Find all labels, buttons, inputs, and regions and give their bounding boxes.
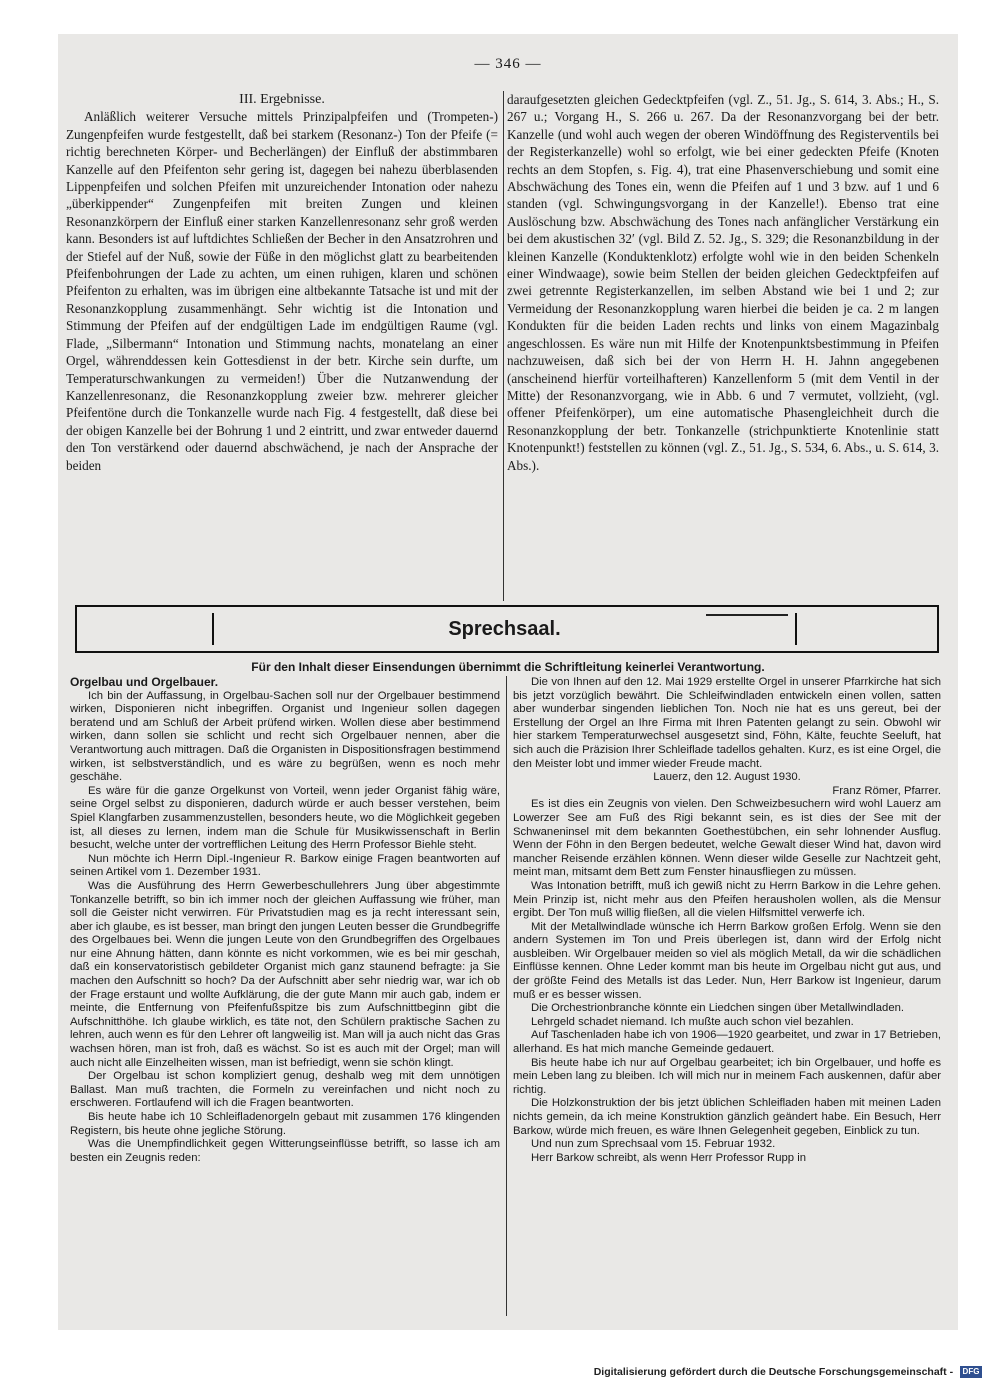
- disclaimer: Für den Inhalt dieser Einsendungen übernimmt die Schriftleitung keinerlei Verantwortung.: [251, 660, 765, 674]
- place-date: Lauerz, den 12. August 1930.: [653, 771, 801, 784]
- top-right-column: [507, 91, 939, 474]
- paragraph: Lehrgeld schadet niemand. Ich mußte auch schon viel bezahlen.: [531, 1015, 854, 1028]
- column-divider: [506, 676, 507, 1316]
- paragraph: Nun möchte ich Herrn Dipl.-Ingenieur R. Barkow einige Fragen beantworten auf seinen Artikel vom 1. Dezember 1931.: [70, 852, 500, 879]
- paragraph: Was die Ausführung des Herrn Gewerbeschullehrers Jung über abgestimmte Tonkanzelle betrifft, so bin ich immer noch der gleichen Auffassung wie früher, man soll die Geister nicht verwirren. Für Privatstudien mag es ja recht interessant sein, aber ich glaube, es ist besser, man bringt den jungen Leuten besser die Grundbegriffe des Orgelbaues bei. Wenn die jungen Leute von den Grundbegriffen des Orgelbaues nur eine Ahnung hätten, dann könnte es nicht vorkommen, wie es bei mir geschah, daß ein konservatoristisch gebildeter Organist mich ganz staunend befragte: ja Sie machen den Aufschnitt so hoch? Da der Aufschnitt aber sehr niedrig war, war ich ob der Frage erstaunt und wollte Aufklärung, die der gute Mann mir auch gab, indem er meinte, die Entfernung von Pfeifenfußspitze bis zum Aufschnittbeginn gibt die Aufschnitthöhe. Ich glaube wirklich, es täte not, den Schülern praktische Sachen zu lehren, auch wenn es für den Lehrer oft langweilig ist. Man will ja auch nicht das Gras wachsen hören, man ist froh, daß es wächst. So ist es auch mit der Orgel; man will auch nicht alle Einzelheiten wissen, man ist befriedigt, wenn sie schön klingt.: [70, 879, 500, 1069]
- bottom-right-column: [513, 676, 941, 1165]
- bottom-left-column: [70, 676, 500, 1165]
- scanned-page: [58, 34, 958, 1330]
- article-title: Orgelbau und Orgelbauer.: [70, 675, 219, 689]
- paragraph: Es ist dies ein Zeugnis von vielen. Den Schweizbesuchern wird wohl Lauerz am Lowerzer See am Fuß des Rigi bekannt sein, es ist dies der See mit der Schwaneninsel mit dem bekannten Goethestübchen, ein sehr lohnender Ausflug. Wenn der Föhn in den Bergen bedeutet, welche Gewalt dieser Wind hat, davon wird mancher Reisende erzählen können. Wenn dieser wilde Geselle zur Nachtzeit geht, meint man, mitsamt dem Bett zum Fenster hinausfliegen zu müssen.: [513, 798, 941, 879]
- signature: Franz Römer, Pfarrer.: [832, 784, 941, 797]
- paragraph: Der Orgelbau ist schon kompliziert genug, deshalb weg mit dem unnötigen Ballast. Man muß trachten, die Formeln zu vereinfachen und nicht noch zu erschweren. Fortlaufend will ich die Fragen beantworten.: [70, 1070, 500, 1110]
- paragraph: Die Holzkonstruktion der bis jetzt üblichen Schleifladen haben mit meinen Laden nichts gemein, da ich meine Konstruktion gänzlich geändert habe. Ein Besuch, Herr Barkow, würde mich freuen, es wäre Ihnen Gelegenheit gegeben, Einblick zu tun.: [513, 1097, 941, 1137]
- top-left-column: [66, 91, 498, 474]
- paragraph: Die Orchestrionbranche könnte ein Liedchen singen über Metallwindladen.: [531, 1002, 905, 1015]
- paragraph: Was die Unempfindlichkeit gegen Witterungseinflüsse betrifft, so lasse ich am besten ein Zeugnis reden:: [70, 1138, 500, 1164]
- paragraph: daraufgesetzten gleichen Gedecktpfeifen (vgl. Z., 51. Jg., S. 614, 3. Abs.; H., S. 267 u.; Vorgang H., S. 266 u. 267. Da der Resonanzvorgang bei der betr. Kanzelle (und wohl auch wegen der oberen Windöffnung des Registerventils bei der Registerkanzelle) wohl so erfolgt, wie bei einer gedeckten Pfeife (Knoten rechts an dem Stopfen, s. Fig. 4), trat eine Phasenverschiebung und somit eine Abschwächung des Tones ein, wenn die Pfeifen auf 1 und 3 bzw. auf 1 und 6 standen (vgl. Schwingungsvorgang in der Kanzelle!). Ebenso trat eine Auslöschung bzw. Abschwächung des Tones nach anfänglicher Verstärkung ein bei dem akustischen 32′ (vgl. Bild Z. 52. Jg., S. 329; die Resonanzbildung in der kleinen Kanzelle (Konduktenklotz) erfolgte wohl wie in den beiden Schenkeln einer Windwaage), sowie beim Stellen der beiden gleichen Gedecktpfeifen auf zwei getrennte Registerkanzellen, im selben Abstand wie bei 1 und 2; zur Vermeidung der Resonanzkopplung waren hierbei die beiden je ca. 2 m langen Kondukten für die beiden Laden rechts und links von einem Magazinbalg angeschlossen. Es wäre nun mit Hilfe der Knotenpunktsbestimmung in Pfeifen nachzuweisen, daß sich bei der von Herrn H. H. Jahnn angegebenen (anscheinend hierfür vorteilhafteren) Kanzellenform 5 (mit dem Ventil in der Mitte) der Resonanzvorgang, wie in Abb. 6 und 7 vermutet, vollzieht, (vgl. offener Pfeifenkörper), um eine automatische Phasengleichheit durch die Resonanzkopplung der betr. Tonkanzelle (strichpunktierte Knotenlinie statt Knotenpunkt!) feststellen zu können (vgl. Z., 51. Jg., S. 534, 6. Abs., u. S. 614, 3. Abs.).: [507, 92, 939, 473]
- column-divider: [503, 91, 504, 601]
- paragraph: Auf Taschenladen habe ich von 1906—1920 gearbeitet, und zwar in 17 Betrieben, allerhand. Es hat mich manche Gemeinde gedauert.: [513, 1029, 941, 1056]
- paragraph: Bis heute habe ich 10 Schleifladenorgeln gebaut mit zusammen 176 klingenden Registern, bis heute ohne jegliche Störung.: [70, 1111, 500, 1137]
- paragraph: Es wäre für die ganze Orgelkunst von Vorteil, wenn jeder Organist fähig wäre, seine Orgel selbst zu disponieren, dadurch würde er auch besser verstehen, beim Spiel Klangfarben zusammenzustellen, besonders heute, wo die Möglichkeit gegeben ist, all dieses zu lernen, indem man die Schule für Musikwissenschaft in Berlin besucht, welche unter der vortrefflichen Leitung des Herrn Professor Biehle steht.: [70, 784, 500, 852]
- footer-credit: [0, 1366, 982, 1378]
- paragraph: Herr Barkow schreibt, als wenn Herr Professor Rupp in: [531, 1151, 806, 1164]
- paragraph: Und nun zum Sprechsaal vom 15. Februar 1932.: [531, 1138, 776, 1151]
- section-title: Sprechsaal.: [212, 613, 797, 645]
- paragraph: Mit der Metallwindlade wünsche ich Herrn Barkow großen Erfolg. Wenn sie den andern Systemen im Ton und Preis überlegen ist, dann wird der Erfolg nicht ausbleiben. Wir Orgelbauer meiden so viel als möglich Metall, da wir die schädlichen Einflüsse kennen. Ohne Leder kommt man bis heute im Orgelbau nicht gut aus, und der größte Feind des Metalls ist das Leder. Nun, Herr Barkow ist Ingenieur, darum muß er es besser wissen.: [513, 920, 941, 1001]
- footer-text: Digitalisierung gefördert durch die Deutsche Forschungsgemeinschaft -: [593, 1366, 954, 1378]
- section-banner: [75, 605, 939, 653]
- page-number: — 346 —: [474, 56, 542, 72]
- paragraph: Ich bin der Auffassung, in Orgelbau-Sachen soll nur der Orgelbauer bestimmend wirken, Disponieren nicht inbegriffen. Organist und Ingenieur sollen dagegen beratend und am Schluß der Arbeit prüfend wirken. Wollen diese aber bestimmend wirken, dann sollen sie schlicht und recht sich Orgelbauer nennen, aber die Verantwortung auch mittragen. Daß die Organisten in Dispositionsfragen bestimmend wirken, ist selbstverständlich, und es wäre zu begrüßen, wenn es noch mehr geschähe.: [70, 689, 500, 784]
- dfg-logo: DFG: [960, 1366, 982, 1378]
- quoted-letter: Die von Ihnen auf den 12. Mai 1929 erstellte Orgel in unserer Pfarrkirche hat sich bis jetzt vorzüglich bewährt. Die Schleifwindladen entwickeln einen vollen, satten aber wunderbar singenden lieblichen Ton. Noch nie hat es uns gereut, bei der Erstellung der Orgel an Ihre Firma mit Ihren Patenten gelangt zu sein. Obwohl wir hier starkem Temperaturwechsel ausgesetzt sind, Föhn, Kälte, feuchte Seeluft, hat sich auch die Präzision Ihrer Schleiflade tadellos gehalten. Kurz, es ist eine Orgel, die den Meister lobt und immer wieder Freude macht.: [513, 676, 941, 770]
- paragraph: Anläßlich weiterer Versuche mittels Prinzipalpfeifen und (Trompeten-) Zungenpfeifen wurde festgestellt, daß bei starkem (Resonanz-) Ton der Pfeife (= richtig berechneten Körper- und Becherlängen) der Einfluß der abstimmbaren Kanzelle auf den Pfeifenton sehr gering ist, dagegen bei nahezu überblasenden Lippenpfeifen und solchen Pfeifen mit unzureichender Intonation oder nahezu „überkippender“ Zungenpfeifen mit breiten Zungen und kleinen Resonanzkörpern der Einfluß einer starken Kanzellenresonanz sehr groß werden kann. Besonders ist auf luftdichtes Schließen der Becher in den Ansatzrohren und der Stiefel auf der Nuß, sowie der Füße in den möglichst glatt zu bearbeitenden Pfeifenbohrungen der Lade zu achten, um einen ruhigen, klaren und schönen Pfeifenton zu erhalten, was im übrigen eine altbekannte Tatsache ist und mit der Resonanzkopplung zusammenhängt. Sehr wichtig ist die Intonation und Stimmung der Pfeifen auf der endgültigen Lade im endgültigen Raume (vgl. Flade, „Silbermann“ Intonation und Stimmung nachts, monatelang an einer Orgel, währenddessen kein Gottesdienst in der betr. Kirche sein durfte, um Temperaturschwankungen zu vermeiden!) Über die Nutzanwendung der Kanzellenresonanz, die Resonanzkopplung zweier bzw. mehrerer gleicher Pfeifentöne durch die Tonkanzelle wurde nach Fig. 4 festgestellt, daß diese bei der obigen Kanzelle bei der Bohrung 1 und 2 eintritt, und zwar entweder dauernd den Ton verstärkend oder dauernd abschwächend, je nach der Ansprache der beiden: [66, 109, 498, 473]
- paragraph: Bis heute habe ich nur auf Orgelbau gearbeitet; ich bin Orgelbauer, und hoffe es mein Leben lang zu bleiben. Ich will mich nur in meinem Fach auskennen, dafür aber richtig.: [513, 1056, 941, 1096]
- section-heading: III. Ergebnisse.: [239, 92, 325, 107]
- paragraph: Was Intonation betrifft, muß ich gewiß nicht zu Herrn Barkow in die Lehre gehen. Mein Prinzip ist, nicht mehr aus den Pfeifen herausholen wollen, als die Mensur ergibt. Der Ton muß willig fließen, all die vielen Hilfsmittel verwerfe ich.: [513, 879, 941, 920]
